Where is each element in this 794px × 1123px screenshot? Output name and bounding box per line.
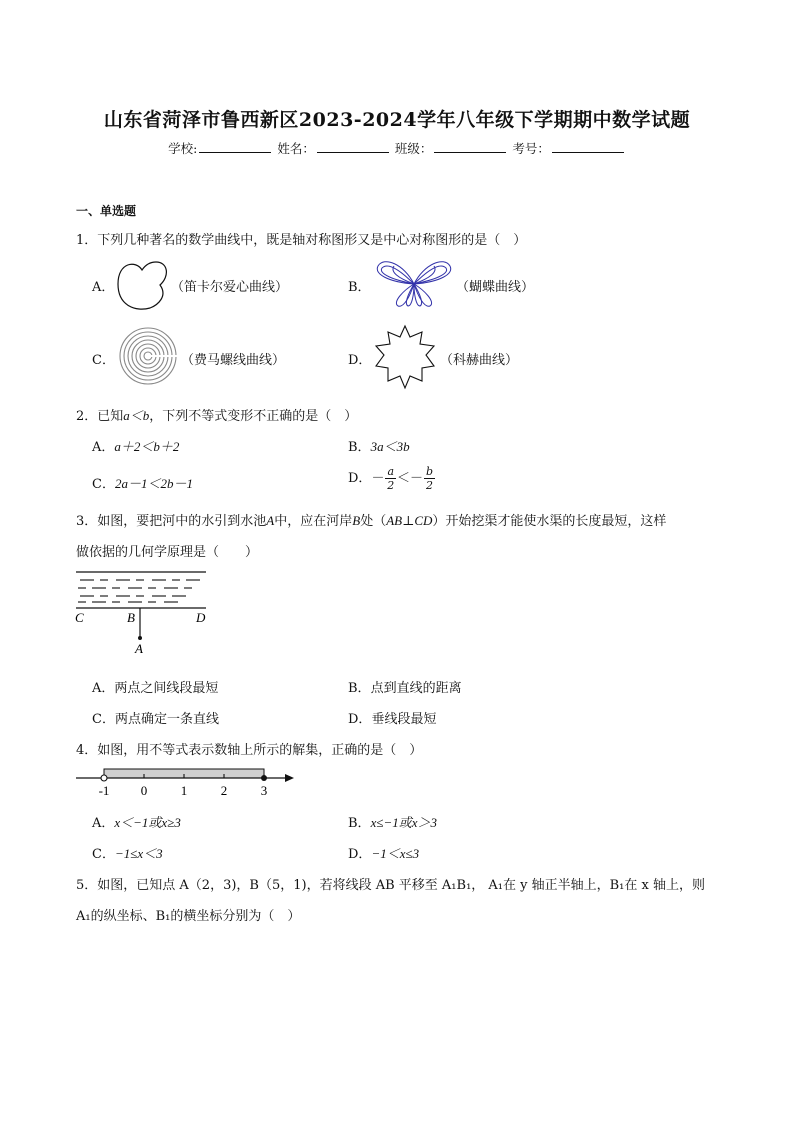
label-D: D [196,610,206,625]
question-1-stem: 1．下列几种著名的数学曲线中，既是轴对称图形又是中心对称图形的是（ ） [76,233,527,248]
school-label: 学校: [168,141,198,156]
q1-option-d-letter: D． [348,353,372,368]
label-B: B [127,610,135,625]
question-3-stem-line-1: 3．如图，要把河中的水引到水池A中，应在河岸B处（AB⊥CD）开始挖渠才能使水渠的长度最短，这样 [76,513,667,529]
q1-option-a-caption: （笛卡尔爱心曲线） [171,280,289,295]
q2-condition: a＜b [123,408,150,423]
q4-option-d: D．−1＜x≤3 [348,846,420,862]
question-3-stem-line-2: 做依据的几何学原理是（ ） [76,545,259,560]
tick-label-0: 0 [140,783,148,798]
q3-option-b: B．点到直线的距离 [348,681,462,696]
section-heading: 一、单选题 [76,204,137,218]
question-2-stem: 2．已知a＜b，下列不等式变形不正确的是（ ） [76,408,358,424]
q2-option-a: A．a＋2＜b＋2 [92,439,180,455]
q3-option-c: C．两点确定一条直线 [92,712,219,727]
q1-option-d-caption: （科赫曲线） [440,353,519,368]
label-C: C [75,610,84,625]
q1-option-b-caption: （蝴蝶曲线） [456,280,535,295]
label-A: A [135,641,143,656]
tick-label-1: 1 [180,783,188,798]
q2-option-c: C．2a－1＜2b－1 [92,476,193,492]
student-info-line [0,139,794,157]
class-label: 班级： [394,141,433,156]
q1-option-c-caption: （费马螺线曲线） [181,353,286,368]
number-line-figure [72,764,302,800]
question-5-stem-line-2: A₁的纵坐标、B₁的横坐标分别为（ ） [76,909,301,924]
q3-option-d: D．垂线段最短 [348,712,437,727]
id-blank[interactable] [552,140,624,153]
q2-option-d: D．－ $\frac{a}{2}$ ＜－ $\frac{b}{2}$ [348,465,434,492]
butterfly-curve-figure [374,258,454,310]
q4-option-b: B．x≤−1或x＞3 [348,815,438,831]
q1-option-c-letter: C． [92,353,115,368]
name-blank[interactable] [317,140,389,153]
q2-option-b: B．3a＜3b [348,439,410,455]
river-diagram [72,568,212,658]
fermat-spiral-figure [116,326,180,386]
q1-option-a-letter: A． [92,280,115,295]
q4-option-c: C．−1≤x＜3 [92,846,163,862]
q2-d-fraction-1: $\frac{a}{2}$ [387,465,395,492]
name-label: 姓名： [277,141,315,156]
koch-snowflake-figure [372,324,438,390]
q2-d-fraction-2: $\frac{b}{2}$ [426,465,434,492]
exam-title: 山东省菏泽市鲁西新区2023-2024学年八年级下学期期中数学试题 [103,109,691,131]
cardioid-curve-figure [116,258,172,314]
id-label: 考号： [512,141,550,156]
question-4-stem: 4．如图，用不等式表示数轴上所示的解集，正确的是（ ） [76,743,423,758]
tick-label-3: 3 [260,783,268,798]
school-blank[interactable] [199,140,271,153]
q1-option-b-letter: B． [348,280,371,295]
question-5-stem-line-1: 5．如图，已知点 A（2，3)，B（5，1)，若将线段 AB 平移至 A₁B₁， A₁在 y 轴正半轴上，B₁在 x 轴上，则 [76,878,705,893]
q3-option-a: A．两点之间线段最短 [92,681,219,696]
class-blank[interactable] [434,140,506,153]
tick-label-neg1: -1 [98,783,110,798]
q4-option-a: A．x＜−1或x≥3 [92,815,181,831]
tick-label-2: 2 [220,783,228,798]
